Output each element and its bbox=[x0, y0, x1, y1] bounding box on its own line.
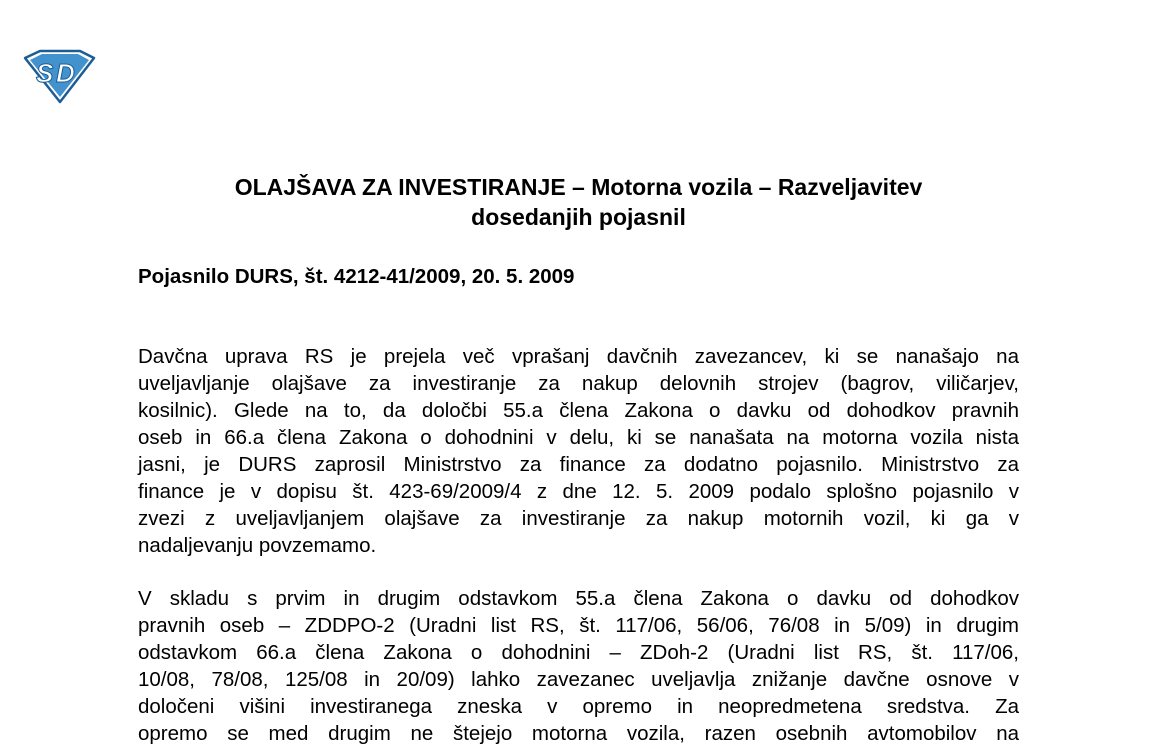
document-title-line-2: dosedanjih pojasnil bbox=[471, 204, 686, 230]
sd-shield-logo-icon bbox=[22, 48, 96, 104]
text-line: V skladu s prvim in drugim odstavkom 55.a člena Zakona o davku od dohodkov bbox=[138, 587, 1019, 610]
text-line: Davčna uprava RS je prejela več vprašanj davčnih zavezancev, ki se nanašajo na bbox=[138, 345, 1019, 368]
svg-text:S: S bbox=[36, 58, 54, 88]
svg-text:D: D bbox=[56, 58, 75, 88]
text-line: jasni, je DURS zaprosil Ministrstvo za finance za dodatno pojasnilo. Ministrstvo za bbox=[138, 453, 1019, 476]
text-line: kosilnic). Glede na to, da določbi 55.a člena Zakona o davku od dohodkov pravnih bbox=[138, 399, 1019, 422]
document-title-line-1: OLAJŠAVA ZA INVESTIRANJE – Motorna vozila – Razveljavitev bbox=[234, 174, 923, 200]
text-line: finance je v dopisu št. 423-69/2009/4 z dne 12. 5. 2009 podalo splošno pojasnilo v bbox=[138, 480, 1019, 503]
text-line: uveljavljanje olajšave za investiranje za nakup delovnih strojev (bagrov, viličarjev, bbox=[138, 372, 1019, 395]
text-line: 10/08, 78/08, 125/08 in 20/09) lahko zavezanec uveljavlja znižanje davčne osnove v bbox=[138, 668, 1019, 691]
text-line: odstavkom 66.a člena Zakona o dohodnini – ZDoh-2 (Uradni list RS, št. 117/06, bbox=[138, 641, 1019, 664]
text-line: zvezi z uveljavljanjem olajšave za investiranje za nakup motornih vozil, ki ga v bbox=[138, 507, 1019, 530]
text-line: nadaljevanju povzemamo. bbox=[138, 534, 377, 557]
paragraph-2 bbox=[138, 585, 1019, 747]
text-line: oseb in 66.a člena Zakona o dohodnini v delu, ki se nanašata na motorna vozila nista bbox=[138, 426, 1019, 449]
text-line: določeni višini investiranega zneska v opremo in neopredmetena sredstva. Za bbox=[138, 695, 1019, 718]
text-line: opremo se med drugim ne štejejo motorna vozila, razen osebnih avtomobilov na bbox=[138, 722, 1019, 745]
paragraph-1 bbox=[138, 343, 1019, 559]
text-line: pravnih oseb – ZDDPO-2 (Uradni list RS, št. 117/06, 56/06, 76/08 in 5/09) in drugim bbox=[138, 614, 1019, 637]
document-title bbox=[120, 172, 1037, 232]
document-reference: Pojasnilo DURS, št. 4212-41/2009, 20. 5. 2009 bbox=[138, 265, 575, 288]
